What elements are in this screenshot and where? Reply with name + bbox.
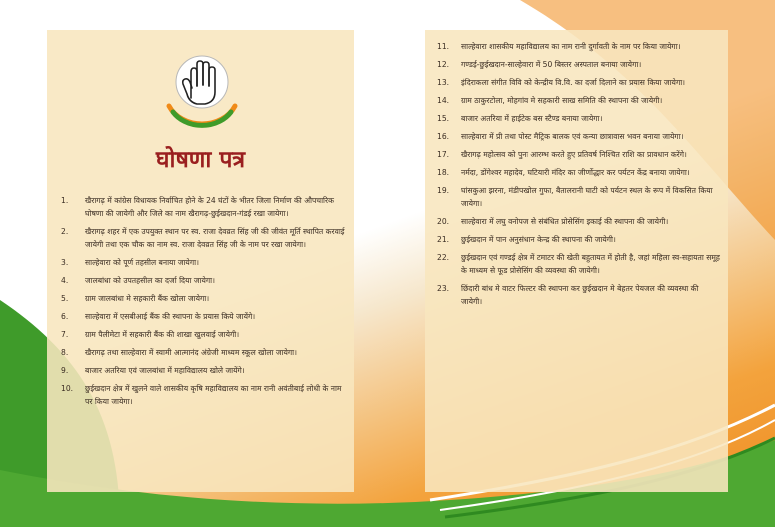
- item-number: 11.: [437, 42, 450, 51]
- item-number: 1.: [61, 196, 69, 205]
- item-text: साल्हेवारा को पूर्ण तहसील बनाया जायेगा।: [85, 258, 199, 267]
- list-item: [61, 310, 347, 323]
- item-text: खैरागढ़ तथा साल्हेवारा में स्वामी आत्मानंद अंग्रेजी माध्यम स्कूल खोला जायेगा।: [85, 348, 297, 357]
- item-text: बाजार अतरिया एवं जालबांधा में महाविद्यालय खोले जायेंगे।: [85, 366, 245, 375]
- list-item: [437, 148, 720, 161]
- item-text: खैरागढ़ महोत्सव को पुनः आरम्भ करते हुए प्रतिवर्ष निश्चित राशि का प्रावधान करेंगे।: [461, 150, 687, 159]
- item-text: बाजार अतरिया में हाईटेक बस स्टैण्ड बनाया जायेगा।: [461, 114, 603, 123]
- item-text: खैरागढ़ शहर में एक उपयुक्त स्थान पर स्व. राजा देवव्रत सिंह जी की जीवंत मूर्ति स्थापित करवाई जायेगी तथा एक चौक का नाम स्व. राजा देवव्रत सिंह जी के नाम पर रखा जायेगा।: [85, 227, 345, 249]
- raised-hand-logo-icon: [159, 48, 245, 130]
- page-title: घोषणा पत्र: [155, 146, 246, 173]
- list-item: [437, 94, 720, 107]
- list-item: [437, 215, 720, 228]
- item-number: 23.: [437, 284, 450, 293]
- list-item: [61, 346, 347, 359]
- item-number: 6.: [61, 312, 69, 321]
- item-text: खैरागढ़ में कांग्रेस विधायक निर्वाचित होने के 24 घंटों के भीतर जिला निर्माण की औपचारिक घोषणा की जायेगी और जिले का नाम खैरागढ़-छुईखदान-गंडई रखा जायेगा।: [85, 196, 334, 218]
- list-item: [61, 225, 347, 251]
- list-item: [61, 382, 347, 408]
- list-item: [437, 184, 720, 210]
- item-text: ग्राम ठाकुरटोला, मोहगांव मे सहकारी साख समिति की स्थापना की जायेगी।: [461, 96, 663, 105]
- item-text: छुईखदान एवं गण्डई क्षेत्र में टमाटर की खेती बहुतायत में होती है, जहां महिला स्व-सहायता समूह के माध्यम से फूड प्रोसेसिंग की व्यवस्था की जायेगी।: [461, 253, 720, 275]
- list-item: [437, 40, 720, 53]
- item-text: छिंदारी बांध मे वाटर फिल्टर की स्थापना कर छुईखदान मे बेहतर पेयजल की व्यवस्था की जायेगी।: [461, 284, 699, 306]
- item-text: नर्मदा, डोंगेश्वर महादेव, घटियारी मंदिर का जीर्णोद्धार कर पर्यटन केंद्र बनाया जायेगा।: [461, 168, 690, 177]
- item-text: छुईखदान में पान अनुसंधान केन्द्र की स्थापना की जायेगी।: [461, 235, 616, 244]
- list-item: [437, 251, 720, 277]
- list-item: [437, 112, 720, 125]
- item-number: 18.: [437, 168, 450, 177]
- list-item: [437, 233, 720, 246]
- item-number: 21.: [437, 235, 450, 244]
- list-item: [437, 282, 720, 308]
- list-item: [437, 58, 720, 71]
- list-item: [437, 166, 720, 179]
- item-number: 15.: [437, 114, 450, 123]
- manifesto-list-left: [61, 194, 347, 413]
- list-item: [61, 256, 347, 269]
- item-number: 16.: [437, 132, 450, 141]
- item-number: 9.: [61, 366, 69, 375]
- item-number: 19.: [437, 186, 450, 195]
- item-number: 13.: [437, 78, 450, 87]
- list-item: [61, 194, 347, 220]
- item-number: 4.: [61, 276, 69, 285]
- item-number: 3.: [61, 258, 69, 267]
- item-number: 17.: [437, 150, 450, 159]
- item-text: साल्हेवारा में एसबीआई बैंक की स्थापना के प्रयास किये जायेंगे।: [85, 312, 256, 321]
- list-item: [437, 76, 720, 89]
- list-item: [61, 328, 347, 341]
- item-number: 12.: [437, 60, 450, 69]
- item-number: 10.: [61, 384, 74, 393]
- manifesto-list-right: [437, 40, 720, 308]
- item-text: इंदिराकला संगीत विवि को केन्द्रीय वि.वि. का दर्जा दिलाने का प्रयास किया जायेगा।: [461, 78, 686, 87]
- item-text: जालबांधा को उपतहसील का दर्जा दिया जायेगा।: [85, 276, 215, 285]
- list-item: [61, 364, 347, 377]
- item-number: 7.: [61, 330, 69, 339]
- left-panel: [47, 30, 354, 492]
- item-text: ग्राम जालबांधा मे सहकारी बैंक खोला जायेगा।: [85, 294, 210, 303]
- item-number: 2.: [61, 227, 69, 236]
- list-item: [61, 274, 347, 287]
- item-text: घांसकुआ झरना, मंडीपखोल गुफा, बैतालरानी घाटी को पर्यटन स्थल के रूप में विकसित किया जायेगा।: [461, 186, 713, 208]
- item-text: साल्हेवारा में लघु वनोपज से संबंधित प्रोसेसिंग इकाई की स्थापना की जायेगी।: [461, 217, 669, 226]
- item-number: 20.: [437, 217, 450, 226]
- item-text: साल्हेवारा में प्री तथा पोस्ट मैट्रिक बालक एवं कन्या छात्रावास भवन बनाया जायेगा।: [461, 132, 684, 141]
- item-text: ग्राम पैलीमेटा में सहकारी बैंक की शाखा खुलवाई जायेगी।: [85, 330, 240, 339]
- item-number: 14.: [437, 96, 450, 105]
- item-number: 5.: [61, 294, 69, 303]
- item-number: 22.: [437, 253, 450, 262]
- list-item: [61, 292, 347, 305]
- right-panel: [425, 30, 728, 492]
- list-item: [437, 130, 720, 143]
- item-text: छुईखदान क्षेत्र में खुलने वाले शासकीय कृषि महाविद्यालय का नाम रानी अवंतीबाई लोधी के नाम पर किया जायेगा।: [85, 384, 342, 406]
- item-text: गण्डई-छुईखदान-साल्हेवारा में 50 बिस्तर अस्पताल बनाया जायेगा।: [461, 60, 642, 69]
- item-number: 8.: [61, 348, 69, 357]
- item-text: साल्हेवारा शासकीय महाविद्यालय का नाम रानी दुर्गावती के नाम पर किया जायेगा।: [461, 42, 681, 51]
